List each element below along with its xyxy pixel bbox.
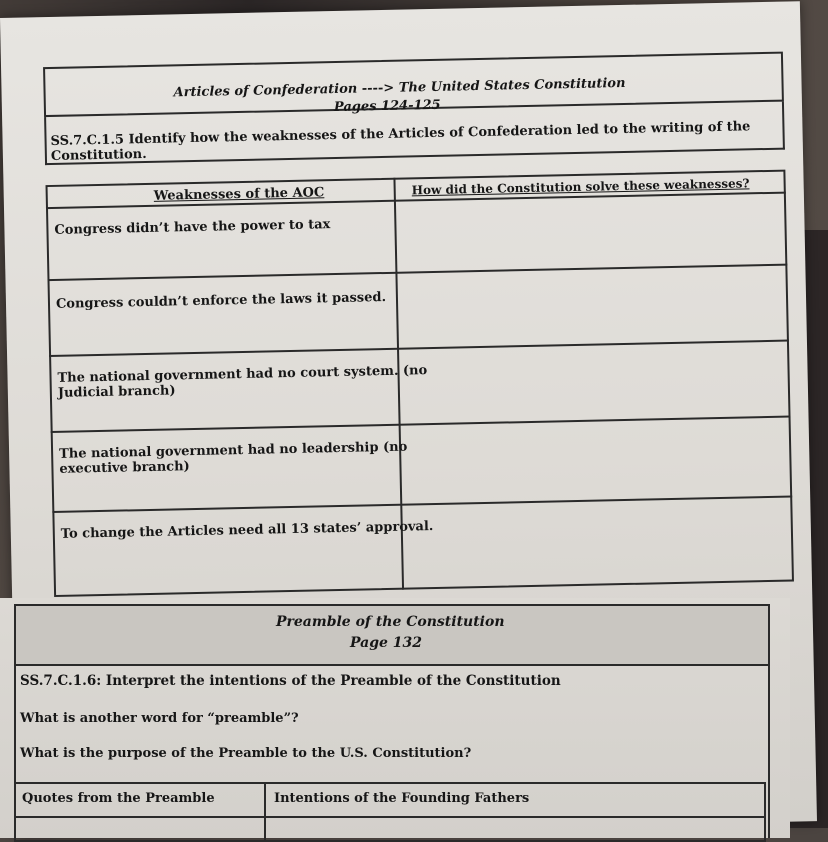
preamble-header-band bbox=[14, 604, 770, 664]
weakness-row-5: To change the Articles need all 13 states’ approval. bbox=[60, 519, 434, 542]
standard-text: Identify how the weaknesses of the Articles of Confederation led to the writing of the bbox=[123, 119, 751, 148]
preamble-bottom-line bbox=[14, 664, 770, 666]
solution-cell-3[interactable] bbox=[399, 342, 788, 424]
weakness-row-4: The national government had no leadership (no bbox=[58, 439, 408, 462]
preamble-top-line bbox=[14, 604, 770, 606]
weakness-row-3: The national government had no court system. (no bbox=[57, 363, 428, 386]
solution-cell-4[interactable] bbox=[401, 418, 791, 504]
worksheet-lower bbox=[0, 598, 790, 838]
col-header-quotes: Quotes from the Preamble bbox=[22, 791, 215, 806]
weakness-row-4-line2: executive branch) bbox=[59, 459, 190, 477]
preamble-right-line bbox=[768, 604, 770, 838]
header-pages: Pages 124-125 bbox=[333, 97, 441, 116]
header-title-right: The United States Constitution bbox=[398, 75, 626, 96]
quotes-header-line bbox=[14, 816, 766, 818]
standard-code: SS.7.C.1.5 bbox=[50, 132, 125, 149]
preamble-question-1: What is another word for “preamble”? bbox=[20, 711, 299, 726]
weakness-row-2: Congress couldn’t enforce the laws it passed. bbox=[55, 289, 387, 312]
preamble-title: Preamble of the Constitution bbox=[276, 614, 505, 630]
solution-cell-5[interactable] bbox=[402, 498, 792, 590]
standard-text-line2: Constitution. bbox=[50, 146, 147, 164]
preamble-question-2: What is the purpose of the Preamble to the U.S. Constitution? bbox=[20, 746, 472, 761]
col-header-intentions: Intentions of the Founding Fathers bbox=[274, 791, 530, 806]
solution-cell-2[interactable] bbox=[397, 266, 786, 348]
col-header-weaknesses: Weaknesses of the AOC bbox=[153, 185, 325, 204]
header-title-left: Articles of Confederation bbox=[173, 81, 358, 101]
weakness-row-3-line2: Judicial branch) bbox=[57, 383, 176, 401]
weakness-row-1: Congress didn’t have the power to tax bbox=[54, 217, 331, 238]
col-header-solutions: How did the Constitution solve these weaknesses? bbox=[411, 176, 750, 198]
header-title-arrow: ----> bbox=[357, 80, 399, 97]
preamble-standard: SS.7.C.1.6: Interpret the intentions of the Preamble of the Constitution bbox=[20, 673, 561, 689]
quotes-table-divider bbox=[264, 782, 266, 842]
solution-cell-1[interactable] bbox=[396, 194, 785, 272]
preamble-page: Page 132 bbox=[350, 635, 423, 651]
